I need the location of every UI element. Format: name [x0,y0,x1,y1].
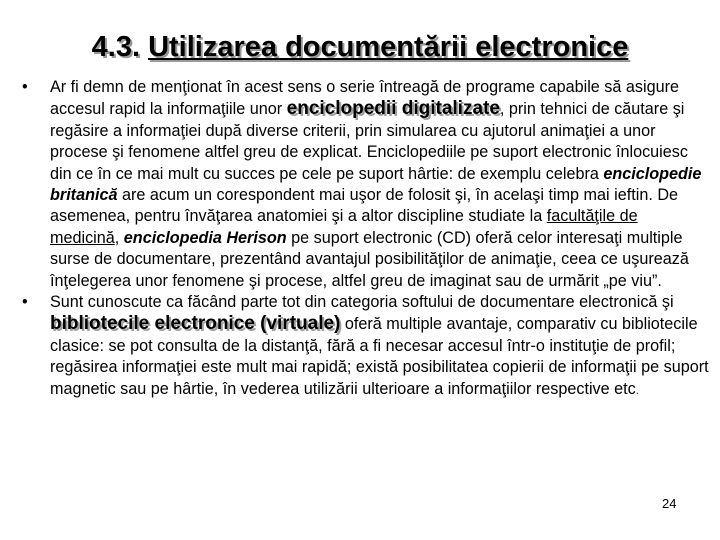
slide-title [0,30,720,64]
slide-body [20,77,710,402]
emphasis-herison: enciclopedia Herison [123,228,287,247]
title-number: 4.3. [91,31,141,63]
bullet-1-text-c: are acum un corespondent mai uşor de folosit şi, în acelaşi timp mai ieftin. De asemenea, pentru învăţarea anatomiei şi a altor discipline studiate la [50,186,679,226]
title-text: Utilizarea documentării electronice [148,31,629,63]
emphasis-britanica: enciclopedie britanică [50,164,702,205]
bullet-2-end: . [635,384,639,397]
bullet-2-text-b: oferă multiple avantaje, comparativ cu bibliotecile clasice: se pot consulta de la distanţă, fără a fi necesar accesul într-o instituţie de profil; regăsirea informaţiei este mult mai rapidă; există posibilitatea copierii de informaţii pe suport magnetic sau pe hârtie, în vederea utilizării ulterioare a informaţiilor respective etc [50,315,709,398]
underlined-medicina: facultăţile de medicină [50,207,638,247]
bullet-2-text-a: Sunt cunoscute ca făcând parte tot din categoria softului de documentare electronică şi [50,293,674,312]
bullet-marker: • [22,293,28,312]
highlight-biblioteci: bibliotecile electronice (virtuale) [50,313,341,335]
highlight-enciclopedii: enciclopedii digitalizate [286,98,500,120]
bullet-1-text-b: , prin tehnici de căutare şi regăsire a informaţiei după diverse criterii, prin simularea cu ajutorul animaţiei a unor procese şi fenomene altfel greu de explicat. Enciclopediile pe suport electronic înlocuiesc din ce în ce mai mult cu succes pe cele pe suport hârtie: de exemplu celebra [50,100,688,183]
bullet-1-text-e: pe suport electronic (CD) oferă celor interesaţi multiple surse de documentare, prezentând avantajul posibilităţilor de animaţie, ceea ce uşurează înţelegerea unor fenomene şi procese, altfel greu de imaginat sau de urmărit „pe viu”. [50,228,689,290]
bullet-1-text-d: , [114,228,124,247]
page-number: 24 [662,496,677,511]
bullet-marker: • [22,78,28,96]
bullet-item-2 [20,292,710,402]
bullet-1-text-a: Ar fi demn de menţionat în acest sens o serie întreagă de programe capabile să asigure accesul rapid la informaţiile unor [50,78,679,119]
bullet-item-1 [20,77,710,292]
